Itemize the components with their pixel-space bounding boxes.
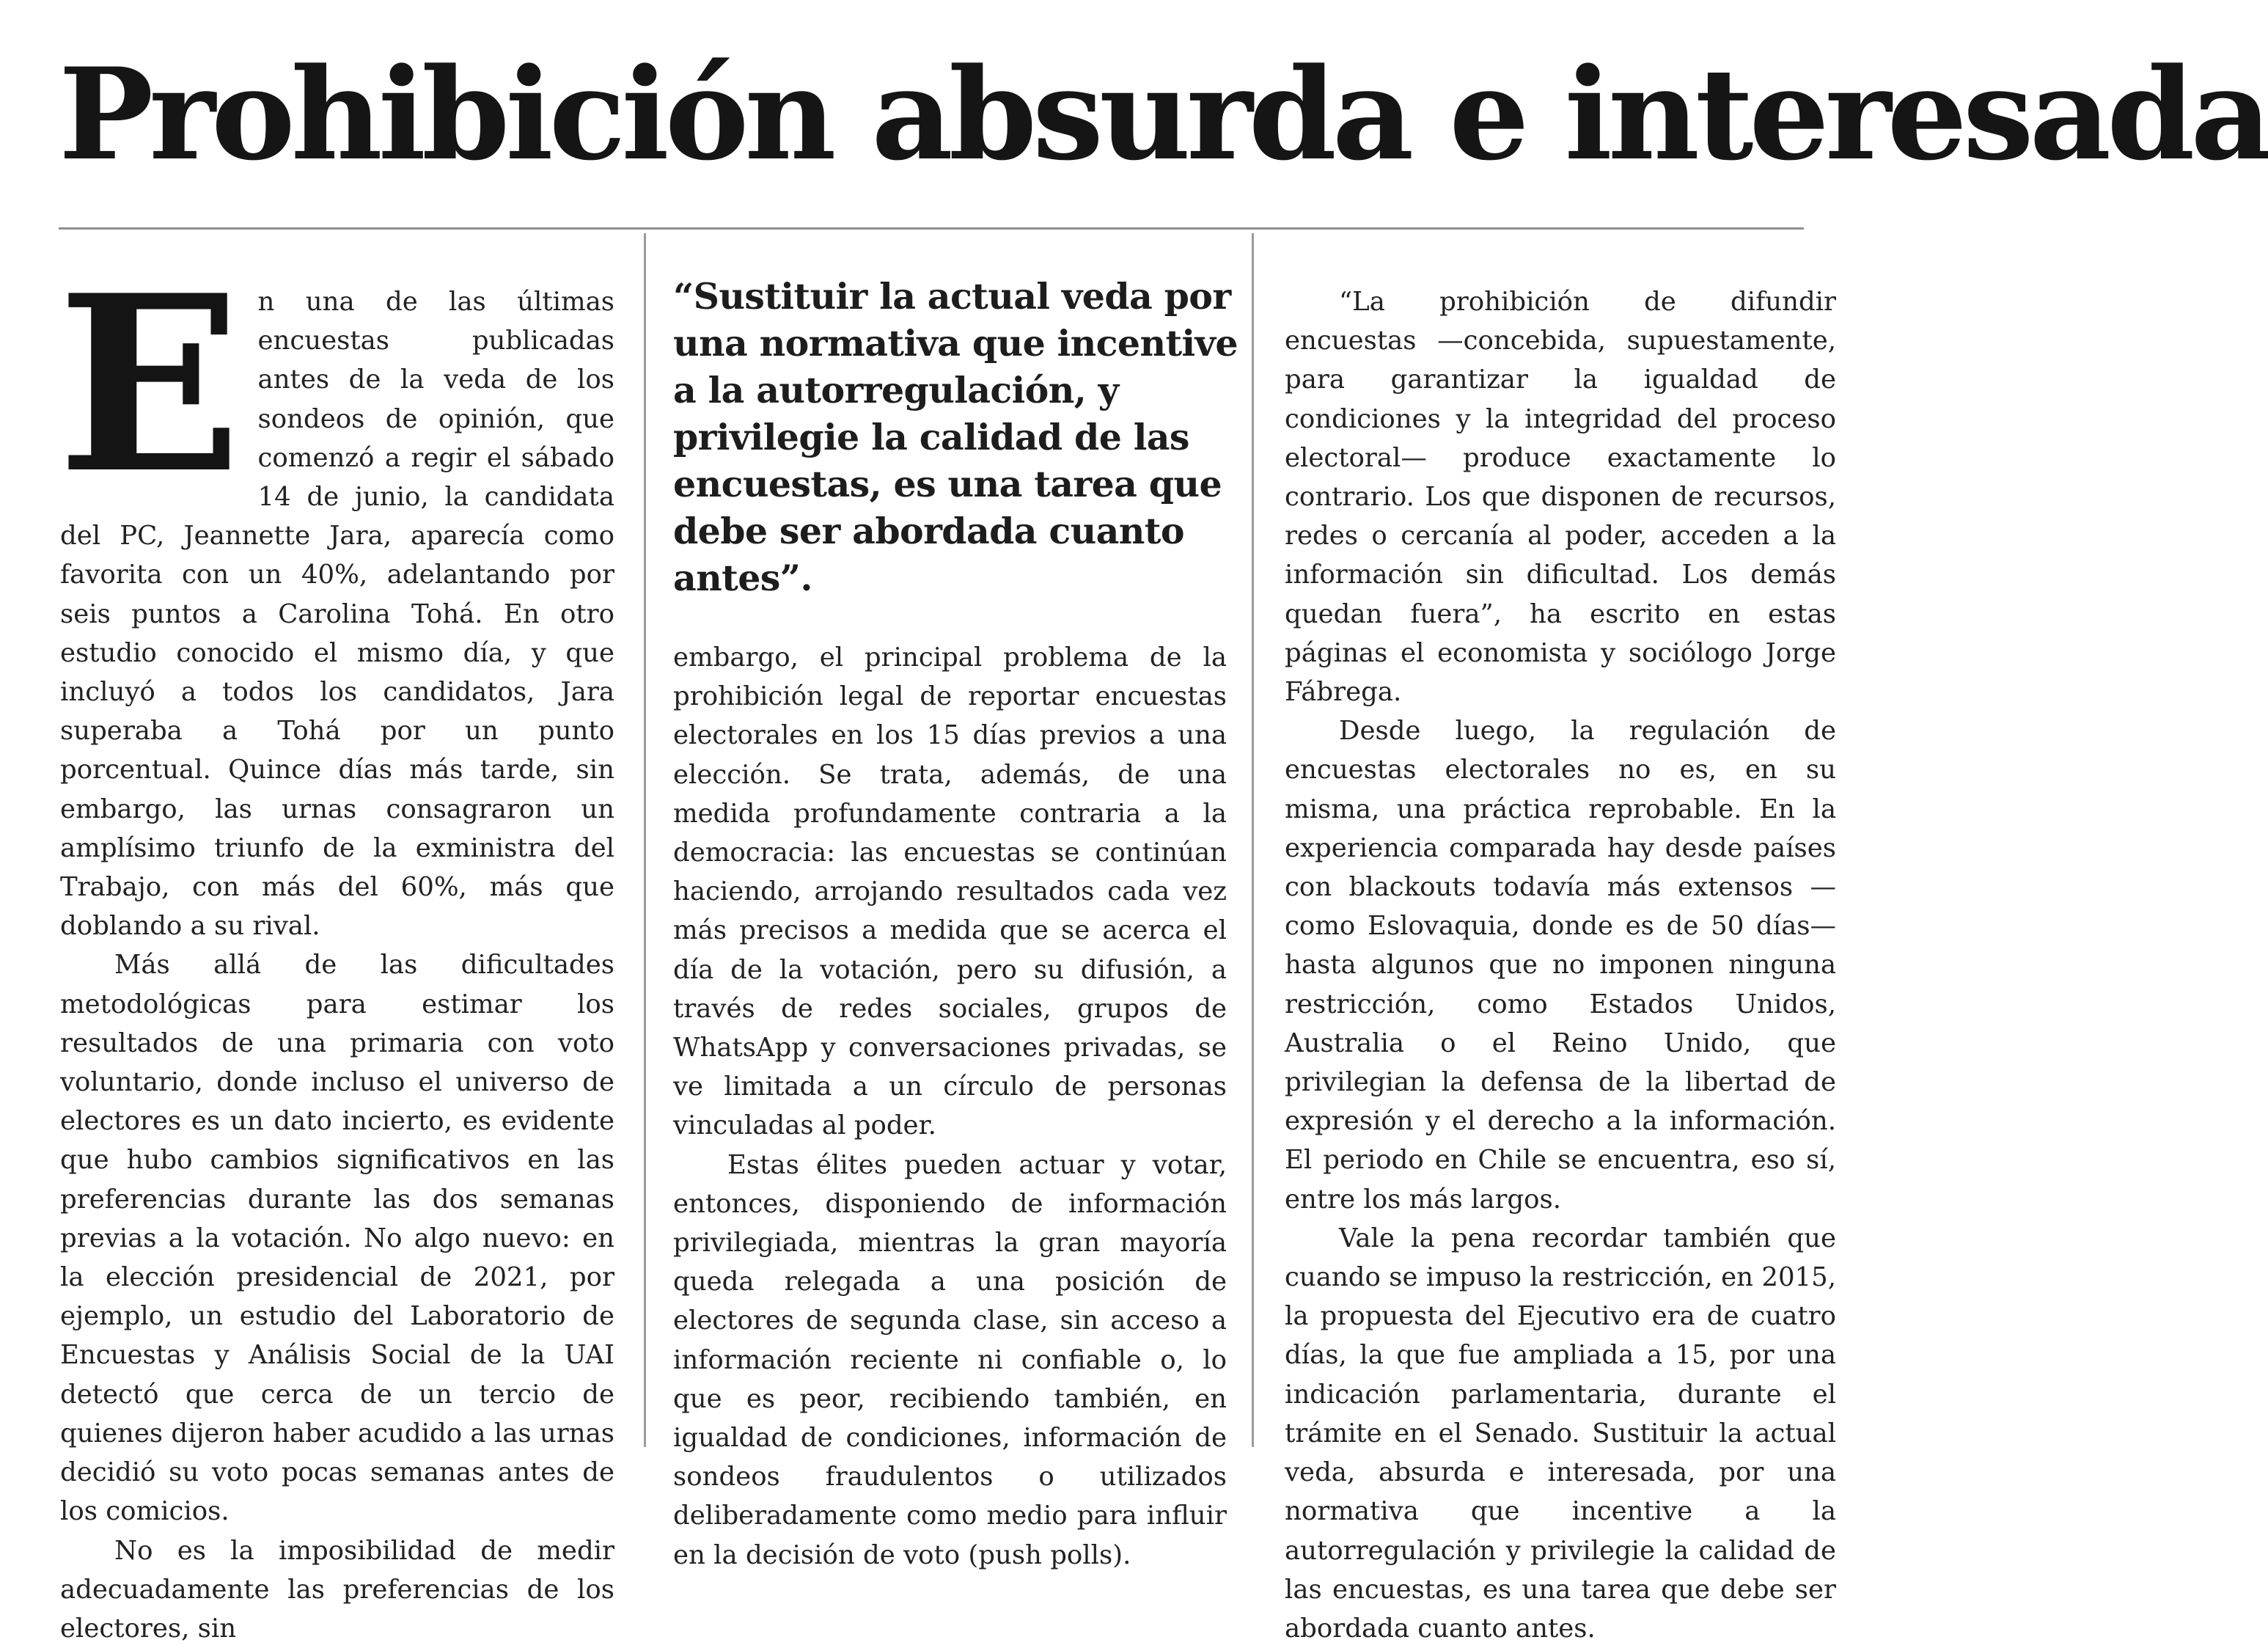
- drop-cap: E: [57, 288, 242, 483]
- paragraph-7: Desde luego, la regulación de encuestas electorales no es, en su misma, una práctica reprobable. En la experiencia comparada hay desde países con blackouts todavía más extensos —como Eslovaquia, donde es de 50 días— hasta algunos que no imponen ninguna restricción, como Estados Unidos, Australia o el Reino Unido, que privilegian la defensa de la libertad de expresión y el derecho a la información. El periodo en Chile se encuentra, eso sí, entre los más largos.: [1285, 711, 1836, 1219]
- paragraph-8: Vale la pena recordar también que cuando se impuso la restricción, en 2015, la propuesta del Ejecutivo era de cuatro días, la que fue ampliada a 15, por una indicación parlamentaria, durante el trámite en el Senado. Sustituir la actual veda, absurda e interesada, por una normativa que incentive a la autorregulación y privilegie la calidad de las encuestas, es una tarea que debe ser abordada cuanto antes.: [1285, 1219, 1836, 1648]
- paragraph-1-text: n una de las últimas encuestas publicadas antes de la veda de los sondeos de opinión, que comenzó a regir el sábado 14 de junio, la candidata del PC, Jeannette Jara, aparecía como favorita con un 40%, adelantando por seis puntos a Carolina Tohá. En otro estudio conocido el mismo día, y que incluyó a todos los candidatos, Jara superaba a Tohá por un punto porcentual. Quince días más tarde, sin embargo, las urnas consagraron un amplísimo triunfo de la exministra del Trabajo, con más del 60%, más que doblando a su rival.: [60, 287, 614, 941]
- headline: Prohibición absurda e interesada: [59, 51, 1833, 177]
- paragraph-2: Más allá de las dificultades metodológicas para estimar los resultados de una primaria con voto voluntario, donde incluso el universo de electores es un dato incierto, es evidente que hubo cambios significativos en las preferencias durante las dos semanas previas a la votación. No algo nuevo: en la elección presidencial de 2021, por ejemplo, un estudio del Laboratorio de Encuestas y Análisis Social de la UAI detectó que cerca de un tercio de quienes dijeron haber acudido a las urnas decidió su voto pocas semanas antes de los comicios.: [60, 945, 614, 1531]
- pull-quote: “Sustituir la actual veda por una normativa que incentive a la autorregulación, y privilegie la calidad de las encuestas, es una tarea que debe ser abordada cuanto antes”.: [673, 273, 1252, 601]
- paragraph-4: embargo, el principal problema de la prohibición legal de reportar encuestas electorales en los 15 días previos a una elección. Se trata, además, de una medida profundamente contraria a la democracia: las encuestas se continúan haciendo, arrojando resultados cada vez más precisos a medida que se acerca el día de la votación, pero su difusión, a través de redes sociales, grupos de WhatsApp y conversaciones privadas, se ve limitada a un círculo de personas vinculadas al poder.: [673, 638, 1227, 1146]
- paragraph-3: No es la imposibilidad de medir adecuadamente las preferencias de los electores, sin: [60, 1531, 614, 1648]
- column-2: [673, 638, 1227, 1575]
- headline-divider: [59, 227, 1804, 230]
- paragraph-5: Estas élites pueden actuar y votar, entonces, disponiendo de información privilegiada, mientras la gran mayoría queda relegada a una posición de electores de segunda clase, sin acceso a información reciente ni confiable o, lo que es peor, recibiendo también, en igualdad de condiciones, información de sondeos fraudulentos o utilizados deliberadamente como medio para influir en la decisión de voto (push polls).: [673, 1146, 1227, 1575]
- paragraph-6: “La prohibición de difundir encuestas —concebida, supuestamente, para garantizar la igualdad de condiciones y la integridad del proceso electoral— produce exactamente lo contrario. Los que disponen de recursos, redes o cercanía al poder, acceden a la información sin dificultad. Los demás quedan fuera”, ha escrito en estas páginas el economista y sociólogo Jorge Fábrega.: [1285, 282, 1836, 711]
- paragraph-1: [60, 282, 614, 945]
- column-3: [1285, 282, 1836, 1648]
- column-divider-1: [644, 233, 646, 1447]
- column-1: [60, 282, 614, 1648]
